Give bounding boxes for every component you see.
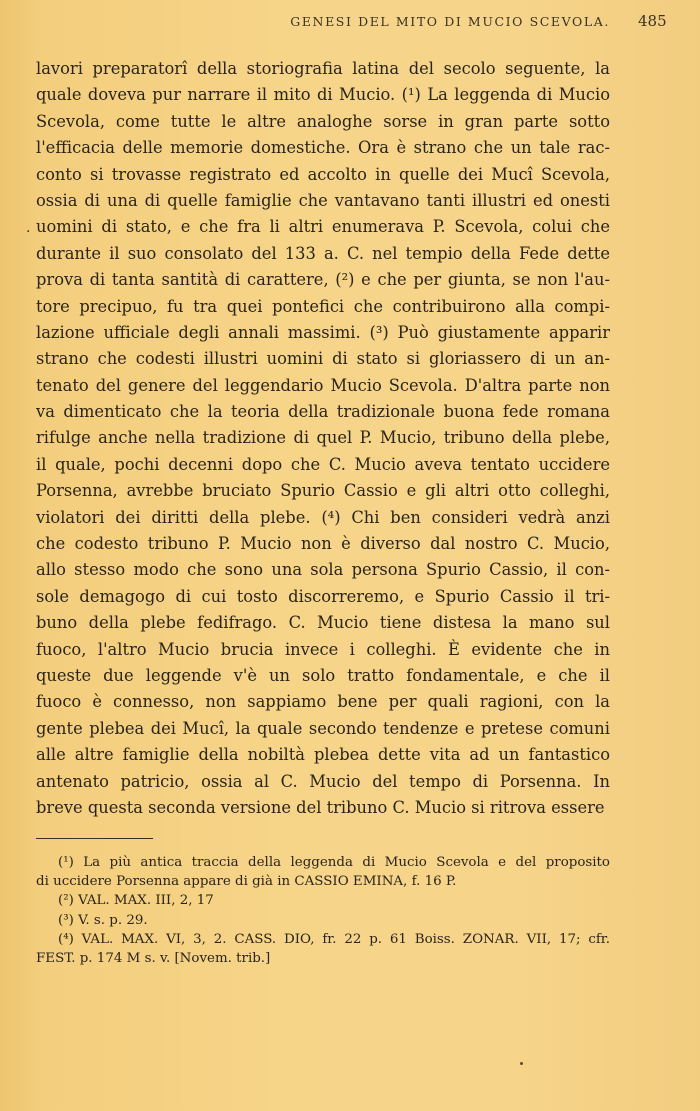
body-line: queste due leggende v'è un solo tratto fondamentale, e che il <box>36 665 610 685</box>
body-line: prova di tanta santità di carattere, (²) e che per giunta, se non l'au- <box>36 270 610 290</box>
body-line: uomini di stato, e che fra li altri enumerava P. Scevola, colui che <box>36 217 610 237</box>
paper-speck <box>520 1062 523 1065</box>
footnote-3: (³) V. s. p. 29. <box>58 912 148 928</box>
footnote-rule <box>36 838 153 839</box>
body-line: allo stesso modo che sono una sola persona Spurio Cassio, il con- <box>36 560 610 580</box>
body-line: va dimenticato che la teoria della tradizionale buona fede romana <box>36 402 610 422</box>
body-line: lavori preparatorî della storiografia latina del secolo seguente, la <box>36 59 610 78</box>
body-line: gente plebea dei Mucî, la quale secondo tendenze e pretese comuni <box>36 718 610 738</box>
footnote-1-cont: di uccidere Porsenna appare di già in CASSIO EMINA, f. 16 P. <box>36 874 457 890</box>
body-line: tore precipuo, fu tra quei pontefici che contribuirono alla compi- <box>36 296 610 316</box>
body-line: fuoco è connesso, non sappiamo bene per quali ragioni, con la <box>36 692 610 712</box>
body-line: conto si trovasse registrato ed accolto in quelle dei Mucî Scevola, <box>36 164 610 184</box>
footnote-1: (¹) La più antica traccia della leggenda di Mucio Scevola e del proposito <box>58 855 610 870</box>
body-line: lazione ufficiale degli annali massimi. (³) Può giustamente apparir <box>36 322 610 342</box>
body-line: quale doveva pur narrare il mito di Mucio. (¹) La leggenda di Mucio <box>36 85 610 105</box>
body-line: Scevola, come tutte le altre analoghe sorse in gran parte sotto <box>36 111 610 131</box>
body-line: il quale, pochi decenni dopo che C. Mucio aveva tentato uccidere <box>36 454 610 474</box>
body-line: Porsenna, avrebbe bruciato Spurio Cassio e gli altri otto colleghi, <box>36 481 610 501</box>
body-line: strano che codesti illustri uomini di stato si gloriassero di un an- <box>36 349 610 369</box>
footnote-4-cont: FEST. p. 174 M s. v. [Novem. trib.] <box>36 950 271 966</box>
running-header: GENESI DEL MITO DI MUCIO SCEVOLA. <box>290 14 610 29</box>
body-line: breve questa seconda versione del tribuno C. Mucio si ritrova essere <box>36 797 605 817</box>
body-line: sole demagogo di cui tosto discorreremo, e Spurio Cassio il tri- <box>36 586 610 606</box>
body-line: ossia di una di quelle famiglie che vantavano tanti illustri ed onesti <box>36 190 610 210</box>
body-line: l'efficacia delle memorie domestiche. Ora è strano che un tale rac- <box>36 138 610 158</box>
footnote-2: (²) VAL. MAX. III, 2, 17 <box>58 893 214 909</box>
margin-mark: · <box>26 224 31 240</box>
body-text <box>36 56 610 821</box>
body-line: rifulge anche nella tradizione di quel P. Mucio, tribuno della plebe, <box>36 428 610 448</box>
footnotes <box>36 853 610 968</box>
body-line: alle altre famiglie della nobiltà plebea dette vita ad un fantastico <box>36 745 610 765</box>
body-line: fuoco, l'altro Mucio brucia invece i colleghi. È evidente che in <box>36 639 610 659</box>
body-line: che codesto tribuno P. Mucio non è diverso dal nostro C. Mucio, <box>36 534 610 554</box>
body-line: violatori dei diritti della plebe. (⁴) Chi ben consideri vedrà anzi <box>36 507 610 527</box>
body-line: buno della plebe fedifrago. C. Mucio tiene distesa la mano sul <box>36 613 610 633</box>
body-line: durante il suo consolato del 133 a. C. nel tempio della Fede dette <box>36 243 610 263</box>
body-line: antenato patricio, ossia al C. Mucio del tempo di Porsenna. In <box>36 771 610 791</box>
footnote-4: (⁴) VAL. MAX. VI, 3, 2. CASS. DIO, fr. 22 p. 61 Boiss. ZONAR. VII, 17; cfr. <box>58 931 610 947</box>
page-number: 485 <box>638 12 667 30</box>
body-line: tenato del genere del leggendario Mucio Scevola. D'altra parte non <box>36 375 610 395</box>
